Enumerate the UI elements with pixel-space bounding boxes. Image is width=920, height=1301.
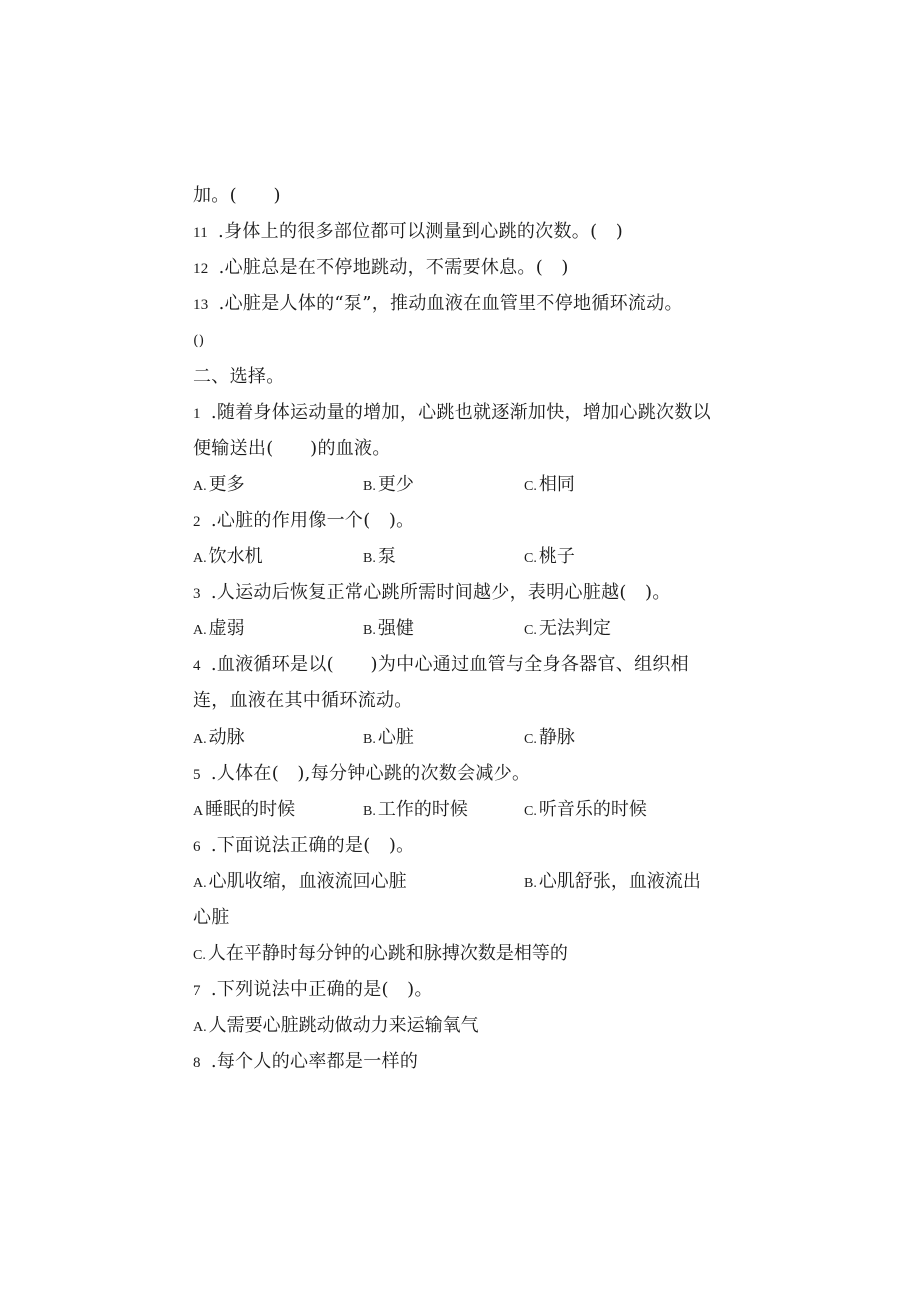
q6-option-a: A. 心肌收缩，血液流回心脏 <box>193 871 407 892</box>
choice-question-5: 5 .人体在( ),每分钟心跳的次数会减少。 <box>193 763 531 784</box>
q3-option-c: C. 无法判定 <box>524 618 611 639</box>
q4-option-c: C. 静脉 <box>524 727 575 748</box>
q1-option-b: B. 更少 <box>363 474 414 495</box>
choice-question-8: 8 .每个人的心率都是一样的 <box>193 1051 419 1072</box>
q3-option-a: A. 虚弱 <box>193 618 245 639</box>
q3-option-b: B. 强健 <box>363 618 414 639</box>
choice-question-3: 3 .人运动后恢复正常心跳所需时间越少，表明心脏越( )。 <box>193 582 671 603</box>
choice-question-6: 6 .下面说法正确的是( )。 <box>193 835 415 856</box>
q4-option-b: B. 心脏 <box>363 727 414 748</box>
choice-question-1: 1 .随着身体运动量的增加，心跳也就逐渐加快，增加心跳次数以 <box>193 402 711 423</box>
q6-option-b: B. 心肌舒张，血液流出 <box>524 871 701 892</box>
section-2-title: 二、选择。 <box>193 366 285 387</box>
question-13-paren: () <box>193 333 205 349</box>
q1-option-c: C. 相同 <box>524 474 575 495</box>
q6-option-c: C. 人在平静时每分钟的心跳和脉搏次数是相等的 <box>193 943 568 964</box>
choice-question-4-line2: 连，血液在其中循环流动。 <box>193 690 413 711</box>
question-13: 13 .心脏是人体的“泵”，推动血液在血管里不停地循环流动。 <box>193 293 683 314</box>
q7-option-a: A. 人需要心脏跳动做动力来运输氧气 <box>193 1015 479 1036</box>
q6-option-b-tail: 心脏 <box>193 907 230 928</box>
q1-option-a: A. 更多 <box>193 474 245 495</box>
question-11: 11 .身体上的很多部位都可以测量到心跳的次数。( ) <box>193 221 624 242</box>
q4-option-a: A. 动脉 <box>193 727 245 748</box>
question-12: 12 .心脏总是在不停地跳动，不需要休息。( ) <box>193 257 569 278</box>
question-10-tail: 加。( ) <box>193 185 281 206</box>
q5-option-a: A 睡眠的时候 <box>193 799 296 820</box>
q5-option-b: B. 工作的时候 <box>363 799 468 820</box>
q2-option-b: B. 泵 <box>363 546 396 567</box>
choice-question-7: 7 .下列说法中正确的是( )。 <box>193 979 433 1000</box>
q5-option-c: C. 听音乐的时候 <box>524 799 647 820</box>
choice-question-4: 4 .血液循环是以( )为中心通过血管与全身各器官、组织相 <box>193 654 689 675</box>
choice-question-2: 2 .心脏的作用像一个( )。 <box>193 510 415 531</box>
q2-option-c: C. 桃子 <box>524 546 575 567</box>
q2-option-a: A. 饮水机 <box>193 546 263 567</box>
choice-question-1-line2: 便输送出( )的血液。 <box>193 438 391 459</box>
